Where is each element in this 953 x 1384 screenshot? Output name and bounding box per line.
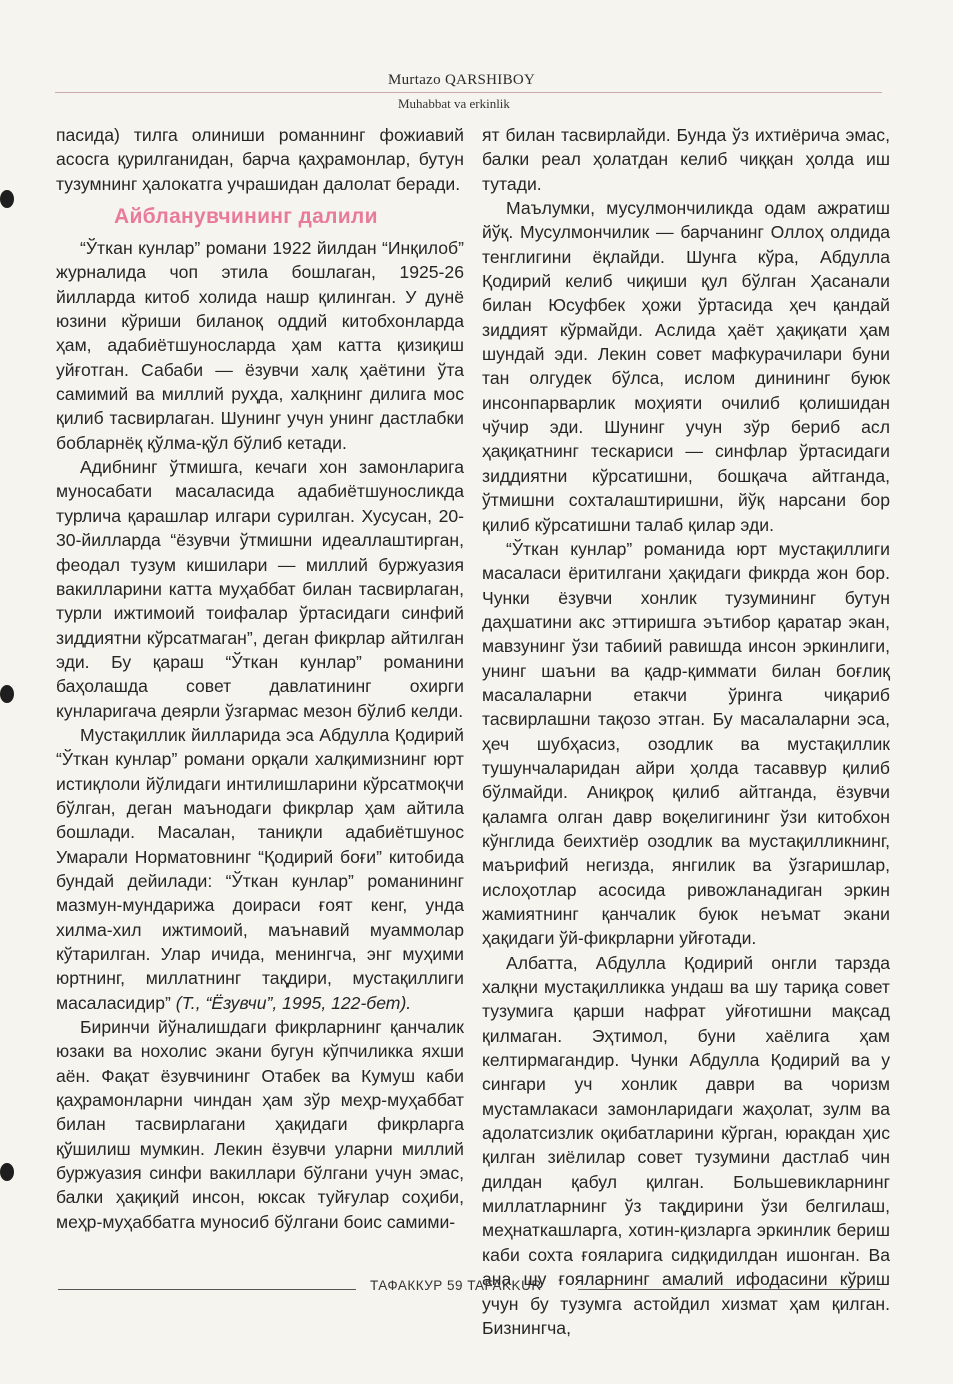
quote-text: Мустақиллик йилларида эса Абдулла Қодирий “Ўткан кунлар” романи орқали халқимизнинг юрт истиқлоли йўлидаги интилишларини кўрсатмоқчи бўлган, деган маънодаги фикрлар ҳам айтила бошлади. Масалан, таниқли адабиётшунос Умарали Норматовнинг “Қодирий боғи” китобида бундай дейилади: “Ўткан кунлар” романининг мазмун-мундарижа доираси ғоят кенг, унда хилма-хил ижтимоий, маънавий муаммолар кўтарилган. Улар ичида, менингча, энг муҳими юртнинг, миллатнинг тақдири, мустақиллиги масаласидир” (56, 724, 464, 1013)
page-number: ТАФАККУР 59 TAFAKKUR (370, 1278, 542, 1293)
paragraph: “Ўткан кунлар” романи 1922 йилдан “Инқилоб” журналида чоп этила бошлаган, 1925-26 йилларда китоб холида нашр қилинган. У дунё юзини кўриши биланоқ оддий китобхонларда ҳам, адабиётшуносларда ҳам катта қизиқиш уйғотган. Сабаби — ёзувчи халқ ҳаётини ўта самимий ва миллий руҳда, халқнинг дилига мос қилиб тасвирлаган. Шунинг учун унинг дастлабки бобларнёқ қўлма-қўл бўлиб кетади. (56, 238, 464, 453)
paragraph: Албатта, Абдулла Қодирий онгли тарзда халқни мустақилликка ундаш ва шу тариқа совет тузумига қарши нафрат уйғотишни мақсад қилмаган. Эҳтимол, буни хаёлига ҳам келтирмагандир. Чунки Абдулла Қодирий ва у сингари уч хонлик даври ва чоризм мустамлакаси замонларидаги жаҳолат, зулм ва адолатсизлик оқибатларини кўрган, юракдан ҳис қилган зиёлилар совет тузумини дастлаб чин дилдан қабул қилган. Большевикларнинг миллатларнинг ўз тақдирини ўзи белгилаш, меҳнаткашларга, хотин-қизларга эркинлик бериш каби сохта ғояларига сидқидилдан ишонган. Ва ана шу ғояларнинг амалий ифодасини кўриш учун бу тузумга астойдил хизмат ҳам қилган. Бизнингча, (482, 952, 890, 1338)
binder-hole (0, 685, 14, 703)
binder-hole (0, 190, 14, 208)
footer-rule-right (578, 1289, 880, 1290)
paragraph: ят билан тасвирлайди. Бунда ўз ихтиёрича эмас, балки реал ҳолатдан келиб чиққан ҳолда иш тутади. (482, 125, 890, 194)
paragraph: “Ўткан кунлар” романида юрт мустақиллиги масаласи ёритилгани ҳақидаги фикрда жон бор. Чунки ёзувчи хонлик тузумининг бутун даҳшатини акс эттиришга эътибор қаратар экан, мавзунинг ўзи табиий равишда инсон эркинлиги, унинг шаъни ва қадр-қиммати билан боғлиқ масалаларни етакчи ўринга чиқариб тасвирлашни тақозо этган. Бу масалаларни эса, ҳеч шубҳасиз, озодлик ва мустақиллик тушунчаларидан айри ҳолда тасаввур қилиб бўлмайди. Аниқроқ қилиб айтганда, ёзувчи қаламга олган давр воқелигининг ўзи китобхон кўнглида беихтиёр озодлик ва мустақилликнинг, маърифий негизда, янгилик ва ўзгаришлар, ислоҳотлар асосида ривожланадиган эркин жамиятнинг қанчалик буюк неъмат экани ҳақидаги ўй-фикрларни уйғотади. (482, 538, 890, 949)
footer-rule-left (58, 1289, 356, 1290)
section-heading: Айбланувчининг далили (114, 205, 378, 229)
header-rule (55, 92, 882, 93)
paragraph: пасида) тилга олиниши романнинг фожиавий асосга қурилганидан, барча қаҳрамонлар, бутун тузумнинг ҳалокатга учрашидан далолат беради. (56, 125, 464, 194)
citation: (Т., “Ёзувчи”, 1995, 122-бет). (175, 992, 412, 1013)
paragraph: Биринчи йўналишдаги фикрларнинг қанчалик юзаки ва нохолис экани бугун кўпчиликка яхши аён. Фақат ёзувчининг Отабек ва Кумуш каби қаҳрамонларни чиндан ҳам зўр меҳр-муҳаббат билан тасвирлагани ҳақидаги фикрларга қўшилиш мумкин. Лекин ёзувчи уларни миллий буржуазия синфи вакиллари бўлгани учун эмас, балки ҳақиқий инсон, юксак туйғулар соҳиби, меҳр-муҳаббатга муносиб бўлгани боис самими- (56, 1017, 464, 1232)
left-column (56, 123, 464, 1234)
author-name: Murtazo QARSHIBOY (388, 72, 536, 88)
paragraph: Маълумки, мусулмончиликда одам ажратиш йўқ. Мусулмончилик — барчанинг Оллоҳ олдида тенглигини ёқлайди. Шунга кўра, Абдулла Қодирий келиб чиқиши қул бўлган Ҳасанали билан Юсуфбек ҳожи ўртасида ҳеч қандай зиддият кўрмайди. Аслида ҳаёт ҳақиқати ҳам шундай эди. Лекин совет мафкурачилари буни тан олгудек бўлса, ислом динининг буюк инсонпарварлик моҳияти очилиб қолишидан чўчир эди. Шунинг учун зўр бериб асл ҳақиқатнинг тескариси — синфлар ўртасидаги зиддиятни кўрсатишни, бошқача айтганда, ўтмишни сохталаштиришни, йўқ нарсани бор қилиб кўрсатишни талаб қилар эди. (482, 198, 890, 535)
article-subtitle: Muhabbat va erkinlik (398, 96, 510, 111)
right-column (482, 123, 890, 1340)
binder-hole (0, 1163, 14, 1181)
page-footer (0, 1276, 953, 1300)
paragraph: Адибнинг ўтмишга, кечаги хон замонларига муносабати масаласида адабиётшуносликда турлича қарашлар илгари сурилган. Хусусан, 20-30-йилларда “ёзувчи ўтмишни идеаллаштирган, феодал тузум кишилари — миллий буржуазия вакилларини катта муҳаббат билан тасвирлаган, турли ижтимоий тоифалар ўртасидаги синфий зиддиятни кўрсатмаган”, деган фикрлар айтилган эди. Бу қараш “Ўткан кунлар” романини баҳолашда совет давлатининг охирги кунларигача деярли ўзгармас мезон бўлиб келди. (56, 457, 464, 721)
paragraph (56, 723, 464, 1015)
